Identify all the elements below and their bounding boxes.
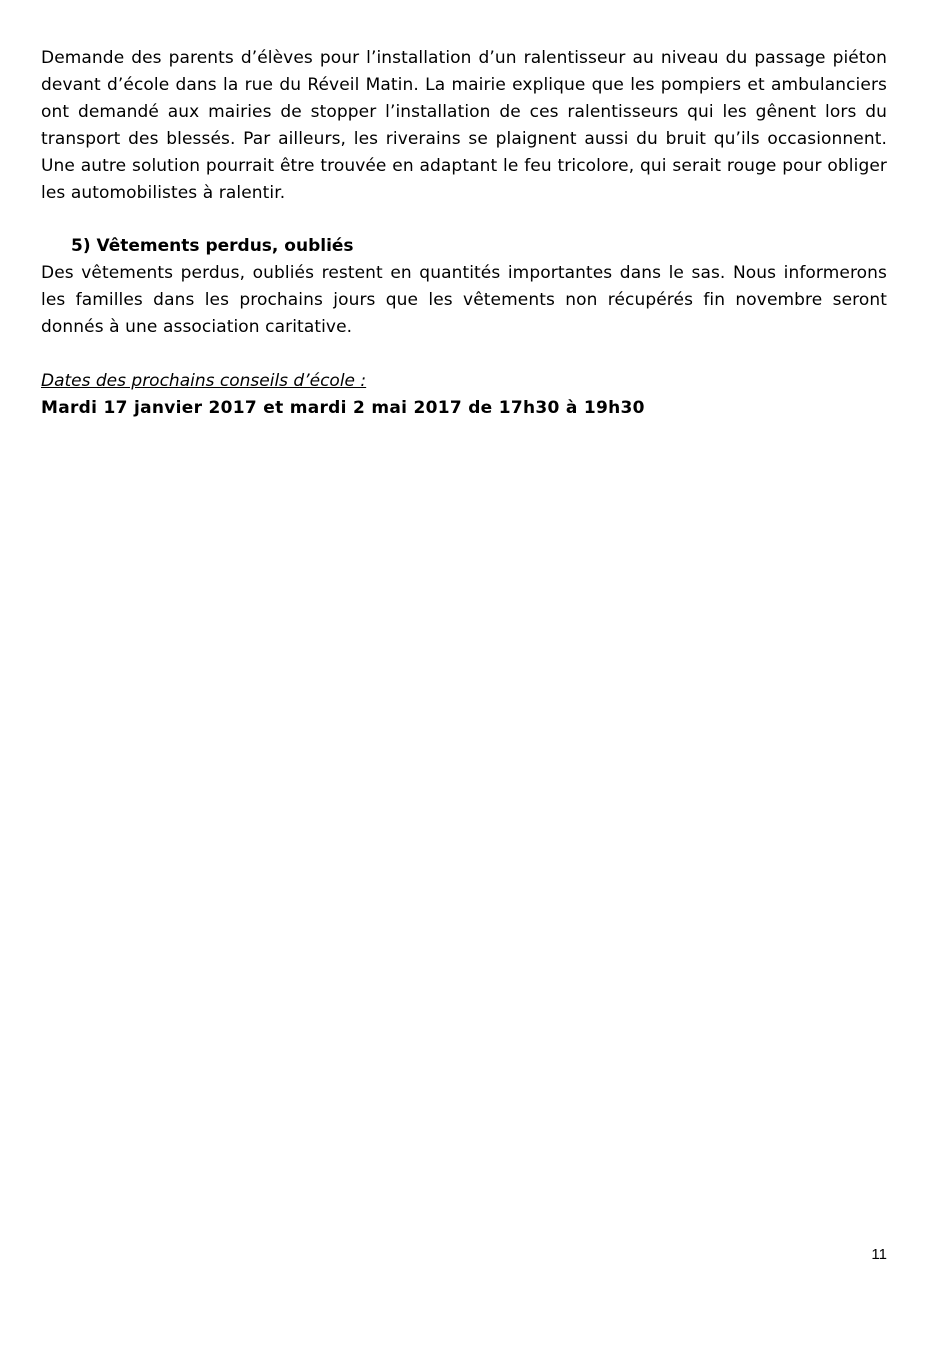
paragraph-speed-bump: Demande des parents d’élèves pour l’installation d’un ralentisseur au niveau du passage piéton devant d’école dans la rue du Réveil Matin. La mairie explique que les pompiers et ambulanciers ont demandé aux mairies de stopper l’installation de ces ralentisseurs qui les gênent lors du transport des blessés. Par ailleurs, les riverains se plaignent aussi du bruit qu’ils occasionnent. Une autre solution pourrait être trouvée en adaptant le feu tricolore, qui serait rouge pour obliger les automobilistes à ralentir. — [41, 48, 887, 203]
paragraph-lost-clothes: Des vêtements perdus, oubliés restent en quantités importantes dans le sas. Nous informerons les familles dans les prochains jours que les vêtements non récupérés fin novembre seront donnés à une association caritative. — [41, 263, 887, 337]
next-meetings-label: Dates des prochains conseils d’école : — [41, 371, 367, 391]
next-meetings-dates: Mardi 17 janvier 2017 et mardi 2 mai 2017 de 17h30 à 19h30 — [41, 398, 645, 418]
page-number: 11 — [871, 1246, 887, 1263]
section-heading-lost-clothes: 5) Vêtements perdus, oubliés — [71, 236, 354, 256]
document-body — [41, 45, 887, 422]
